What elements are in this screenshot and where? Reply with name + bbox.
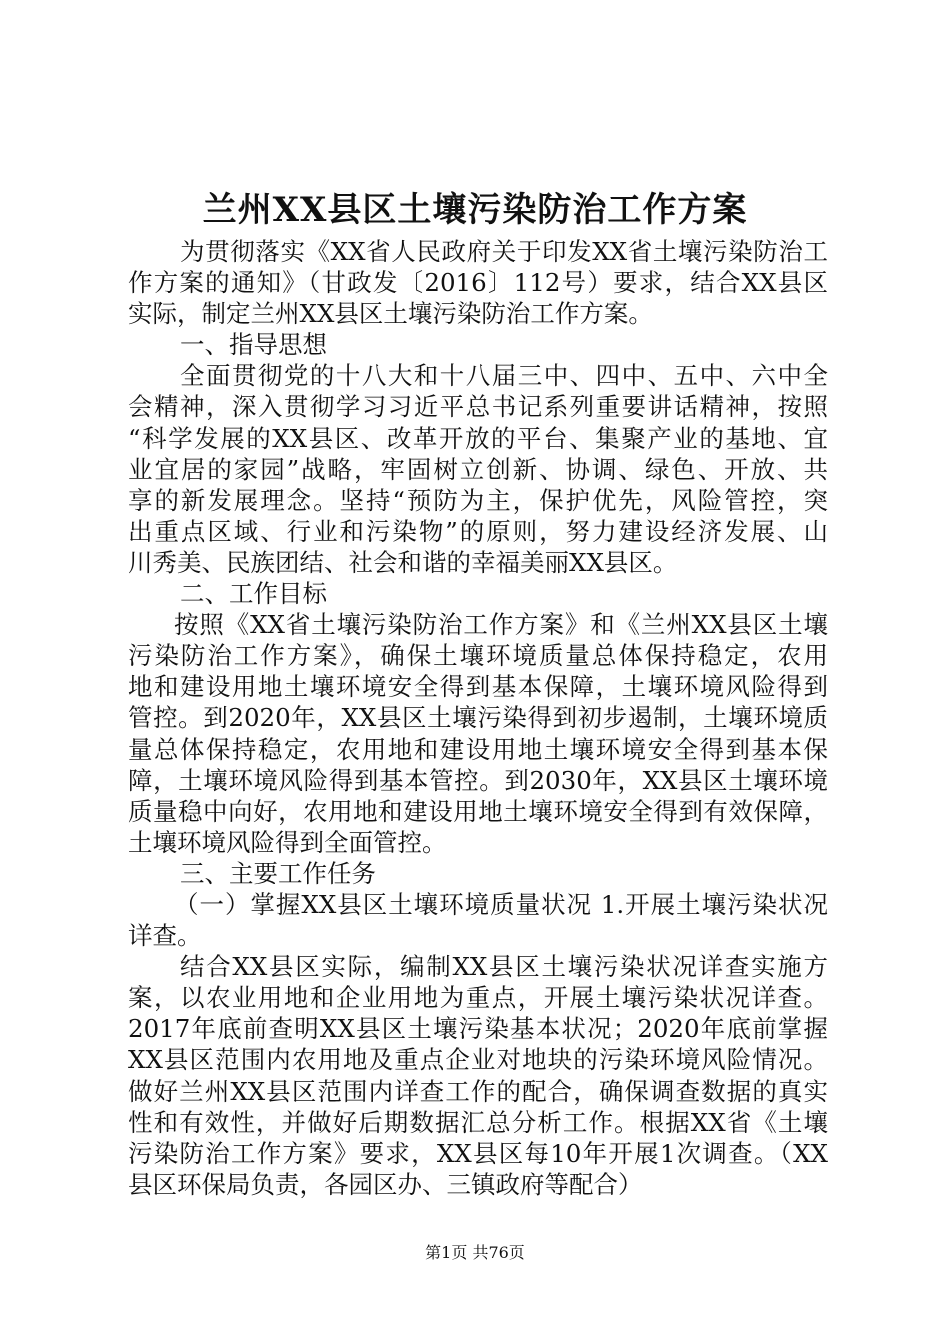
paragraph-line: 享的新发展理念。坚持“预防为主，保护优先，风险管控，突 <box>128 485 828 515</box>
paragraph-line: “科学发展的XX县区、改革开放的平台、集聚产业的基地、宜 <box>128 423 828 453</box>
paragraph-line: 管控。到2020年，XX县区土壤污染得到初步遏制，土壤环境质 <box>128 703 828 733</box>
paragraph-line: 会精神，深入贯彻学习习近平总书记系列重要讲话精神，按照 <box>128 392 828 422</box>
paragraph-line: 出重点区域、行业和污染物”的原则，努力建设经济发展、山 <box>128 516 828 546</box>
paragraph-line: 障，土壤环境风险得到基本管控。到2030年，XX县区土壤环境 <box>128 765 828 795</box>
paragraph-line: 污染防治工作方案》要求，XX县区每10年开展1次调查。（XX <box>128 1138 828 1168</box>
paragraph-line: XX县区范围内农用地及重点企业对地块的污染环境风险情况。 <box>128 1045 828 1075</box>
paragraph-line: 全面贯彻党的十八大和十八届三中、四中、五中、六中全 <box>180 361 828 391</box>
paragraph-line: 案，以农业用地和企业用地为重点，开展土壤污染状况详查。 <box>128 983 828 1013</box>
section-heading: 三、主要工作任务 <box>180 858 376 888</box>
paragraph-line: 业宜居的家园”战略，牢固树立创新、协调、绿色、开放、共 <box>128 454 828 484</box>
paragraph-line: 川秀美、民族团结、社会和谐的幸福美丽XX县区。 <box>128 547 678 577</box>
paragraph-line: 量总体保持稳定，农用地和建设用地土壤环境安全得到基本保 <box>128 734 828 764</box>
paragraph-line: 详查。 <box>128 921 202 951</box>
paragraph-line: 县区环保局负责，各园区办、三镇政府等配合） <box>128 1169 643 1199</box>
paragraph-line: 质量稳中向好，农用地和建设用地土壤环境安全得到有效保障， <box>128 796 828 826</box>
paragraph-line: （一）掌握XX县区土壤环境质量状况 1.开展土壤污染状况 <box>174 889 828 919</box>
paragraph-line: 性和有效性，并做好后期数据汇总分析工作。根据XX省《土壤 <box>128 1107 828 1137</box>
document-body <box>128 236 828 1200</box>
paragraph-line: 为贯彻落实《XX省人民政府关于印发XX省土壤污染防治工 <box>180 237 828 266</box>
paragraph-line: 作方案的通知》（甘政发〔2016〕112号）要求，结合XX县区 <box>128 268 828 298</box>
document-title: 兰州XX县区土壤污染防治工作方案 <box>202 190 748 230</box>
page-number: 第1页 共76页 <box>425 1243 525 1262</box>
paragraph-line: 结合XX县区实际，编制XX县区土壤污染状况详查实施方 <box>180 952 828 982</box>
paragraph-line: 污染防治工作方案》，确保土壤环境质量总体保持稳定，农用 <box>128 641 828 671</box>
section-heading: 一、指导思想 <box>180 330 327 360</box>
paragraph-line: 实际，制定兰州XX县区土壤污染防治工作方案。 <box>128 299 653 329</box>
paragraph-line: 2017年底前查明XX县区土壤污染基本状况；2020年底前掌握 <box>128 1014 828 1044</box>
paragraph-line: 地和建设用地土壤环境安全得到基本保障，土壤环境风险得到 <box>128 672 828 702</box>
paragraph-line: 按照《XX省土壤污染防治工作方案》和《兰州XX县区土壤 <box>174 610 828 640</box>
paragraph-line: 土壤环境风险得到全面管控。 <box>128 827 447 857</box>
paragraph-line: 做好兰州XX县区范围内详查工作的配合，确保调查数据的真实 <box>128 1076 828 1106</box>
section-heading: 二、工作目标 <box>180 579 327 609</box>
